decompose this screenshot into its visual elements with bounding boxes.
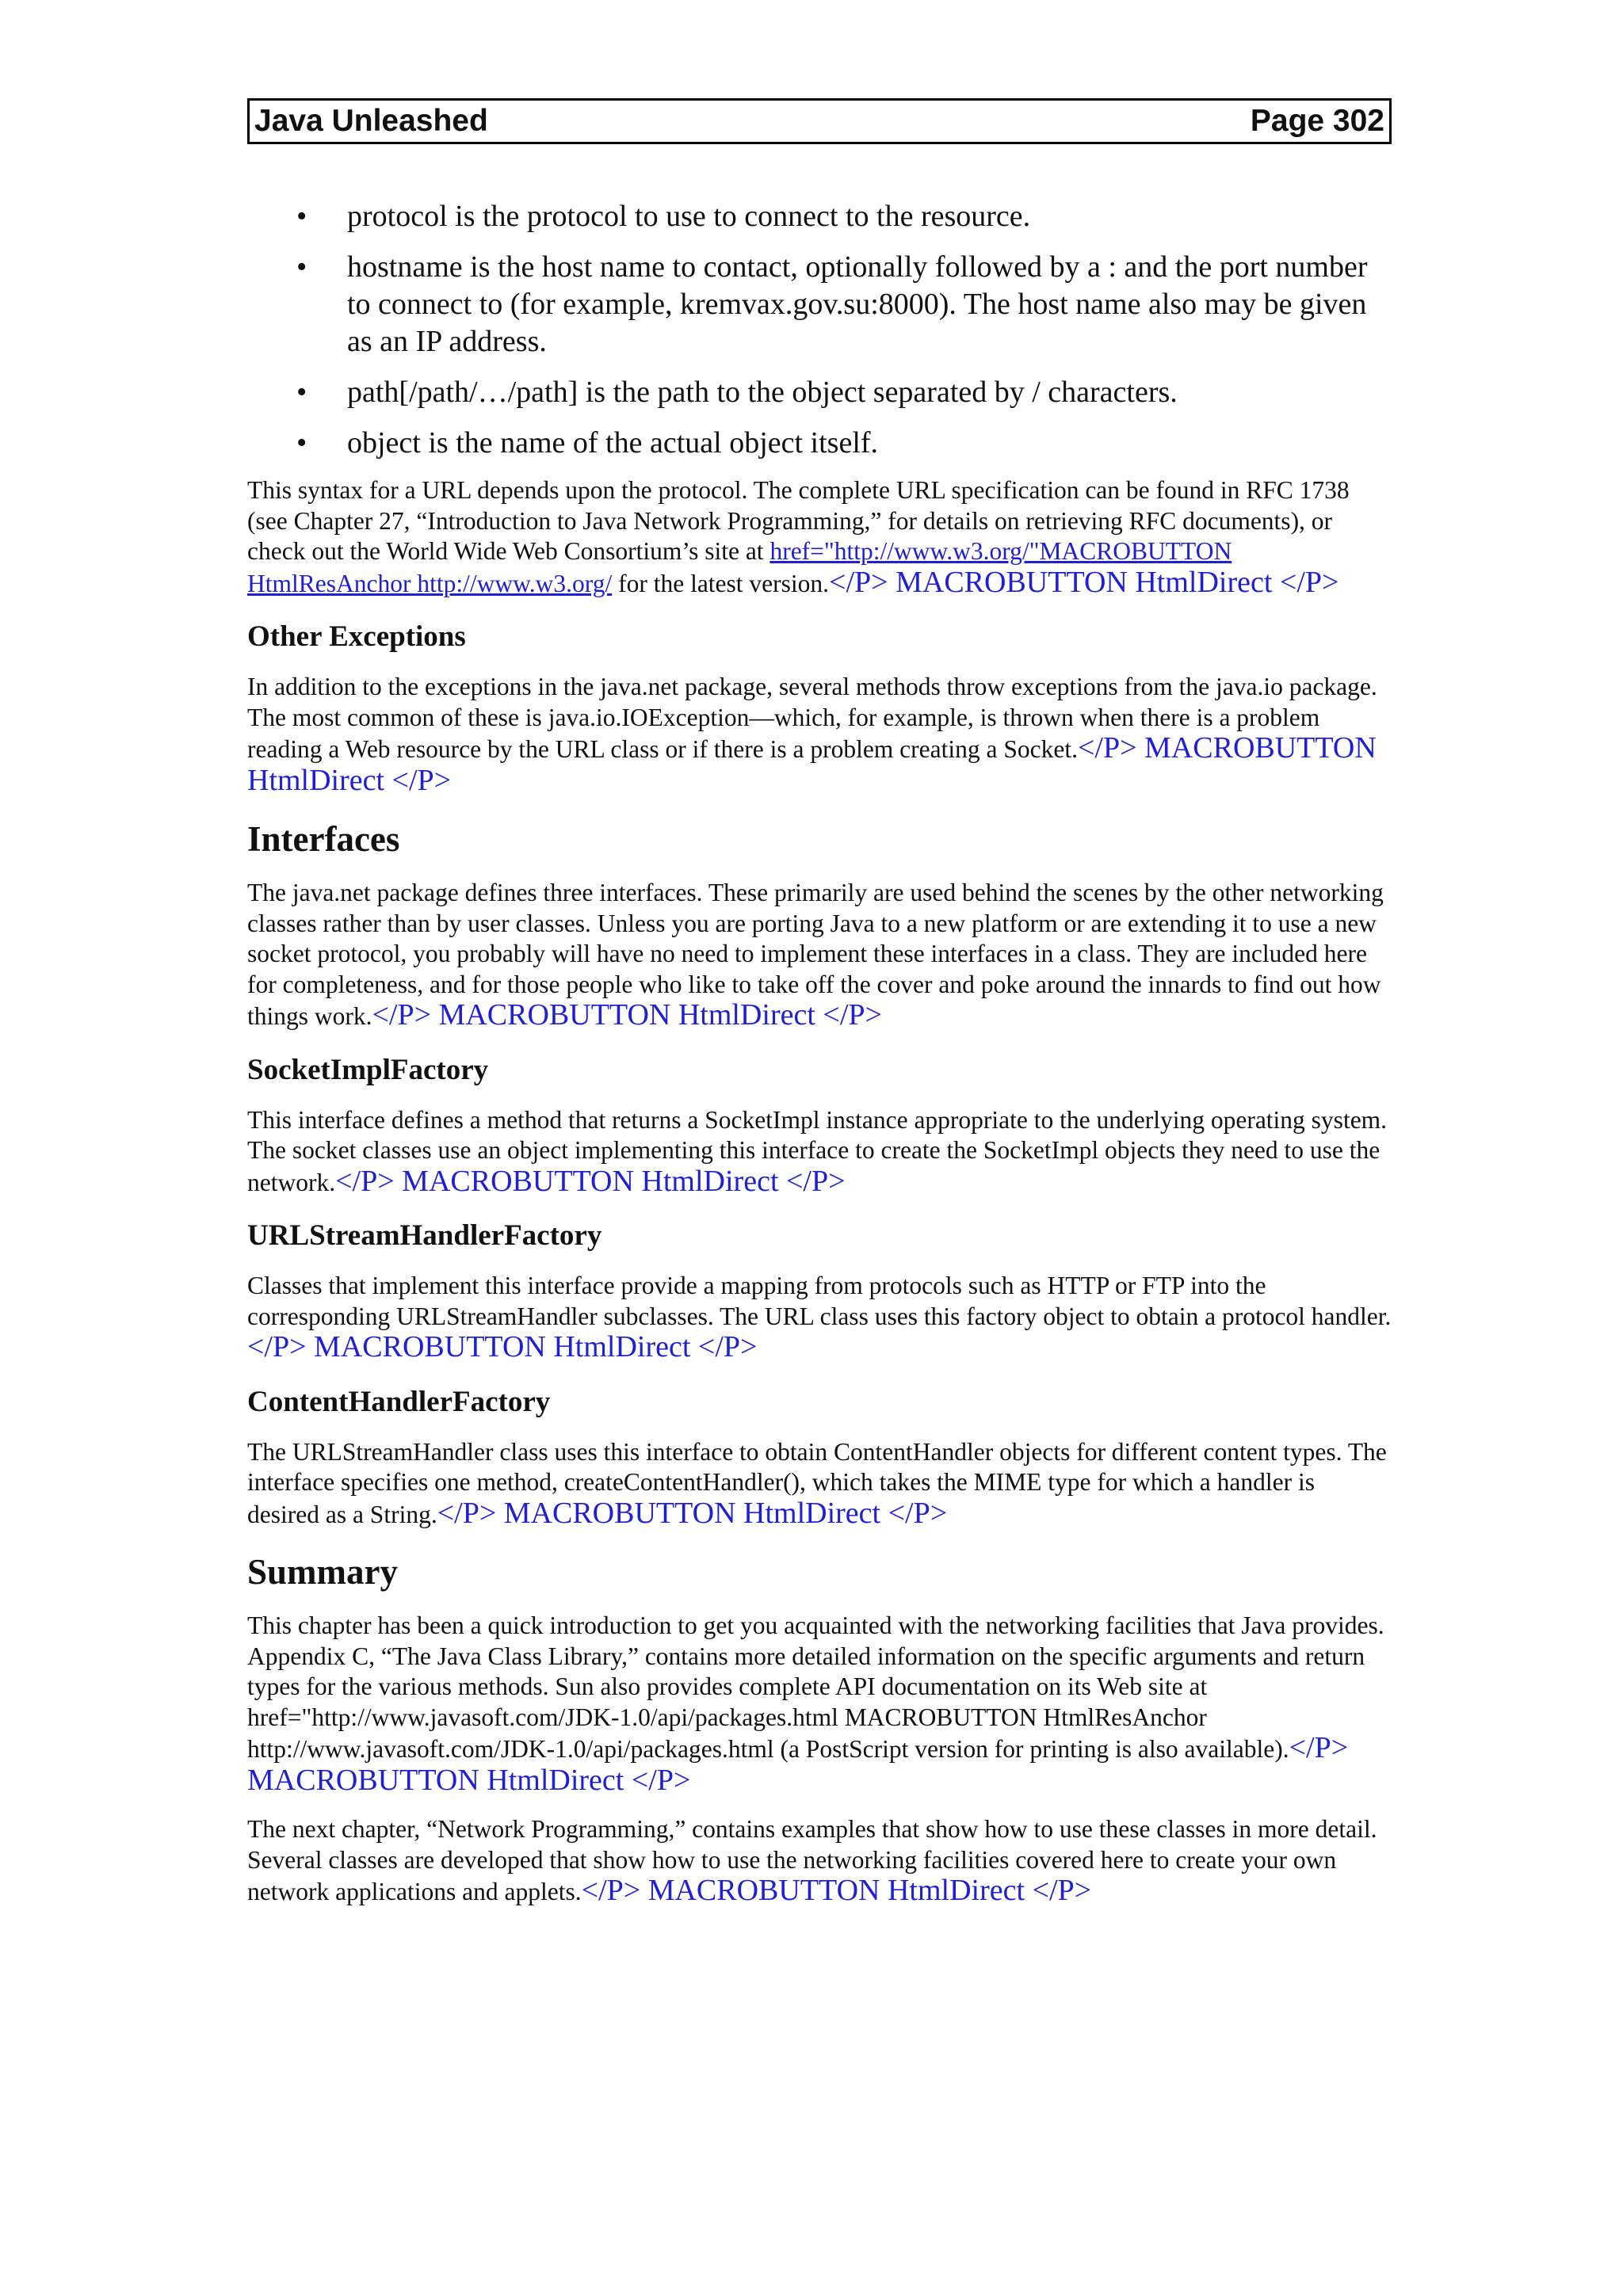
socketimplfactory-paragraph: This interface defines a method that returns a SocketImpl instance appropriate to the underlying operating system. The socket classes use an object implementing this interface to create the SocketImpl objects they need to use the network.</P> MACROBUTTON HtmlDirect </P> — [247, 1105, 1388, 1198]
list-item: • hostname is the host name to contact, optionally followed by a : and the port number to connect to (for example, kremvax.gov.su:8000). The host name also may be given as an IP address. — [296, 250, 1368, 358]
interfaces-heading: Interfaces — [247, 819, 400, 859]
bullet-icon: • — [296, 200, 307, 233]
next-chapter-paragraph: The next chapter, “Network Programming,” contains examples that show how to use these classes in more detail. Several classes are developed that show how to use the networking facilities covered here to create your own network applications and applets.</P> MACROBUTTON HtmlDirect </P> — [247, 1815, 1377, 1907]
socketimplfactory-heading: SocketImplFactory — [247, 1053, 489, 1086]
bullet-icon: • — [296, 426, 307, 460]
url-parts-list — [247, 198, 1392, 462]
w3-link[interactable]: href="http://www.w3.org/"MACROBUTTON HtmlResAnchor http://www.w3.org/ — [247, 537, 1232, 597]
bullet-icon: • — [296, 376, 307, 409]
bullet-icon: • — [296, 250, 307, 284]
macrobutton-link[interactable]: </P> MACROBUTTON HtmlDirect </P> — [247, 1330, 758, 1363]
summary-paragraph: This chapter has been a quick introduction to get you acquainted with the networking facilities that Java provides. Appendix C, “The Java Class Library,” contains more detailed information on the specific arguments and return types for the various methods. Sun also provides complete API documentation on its Web site at href="http://www.javasoft.com/JDK-1.0/api/packages.html MACROBUTTON HtmlResAnchor http://www.javasoft.com/JDK-1.0/api/packages.html (a PostScript version for printing is also available).</P> MACROBUTTON HtmlDirect </P> — [247, 1611, 1384, 1797]
contenthandlerfactory-heading: ContentHandlerFactory — [247, 1385, 551, 1418]
macrobutton-link[interactable]: </P> MACROBUTTON HtmlDirect </P> — [247, 731, 1377, 797]
page-number: Page 302 — [1250, 104, 1384, 138]
interfaces-paragraph: The java.net package defines three interfaces. These primarily are used behind the scenes by the other networking classes rather than by user classes. Unless you are porting Java to a new platform or are extending it to use a new socket protocol, you probably will have no need to implement these interfaces in a class. They are included here for completeness, and for those people who like to take off the cover and poke around the innards to find out how things work.</P> MACROBUTTON HtmlDirect </P> — [247, 879, 1384, 1032]
url-syntax-paragraph: This syntax for a URL depends upon the protocol. The complete URL specification can be found in RFC 1738 (see Chapter 27, “Introduction to Java Network Programming,” for details on retrieving RFC documents), or check out the World Wide Web Consortium’s site at href="http://www.w3.org/"MACROBUTTON HtmlResAnchor http://www.w3.org/ for the latest version.</P> MACROBUTTON HtmlDirect </P> — [247, 476, 1350, 599]
list-item: • object is the name of the actual object itself. — [247, 425, 1392, 462]
macrobutton-link[interactable]: </P> MACROBUTTON HtmlDirect </P> — [829, 565, 1339, 599]
list-item: • path[/path/…/path] is the path to the object separated by / characters. — [247, 374, 1392, 411]
book-title: Java Unleashed — [254, 104, 488, 138]
other-exceptions-paragraph: In addition to the exceptions in the java.net package, several methods throw exceptions from the java.io package. The most common of these is java.io.IOException—which, for example, is thrown when there is a problem reading a Web resource by the URL class or if there is a problem creating a Socket.</P> MACROBUTTON HtmlDirect </P> — [247, 673, 1377, 797]
urlstreamhandlerfactory-paragraph: Classes that implement this interface provide a mapping from protocols such as HTTP or FTP into the corresponding URLStreamHandler subclasses. The URL class uses this factory object to obtain a protocol handler.</P> MACROBUTTON HtmlDirect </P> — [247, 1272, 1392, 1363]
document-page — [247, 98, 1392, 1908]
macrobutton-link[interactable]: </P> MACROBUTTON HtmlDirect </P> — [437, 1496, 948, 1530]
other-exceptions-heading: Other Exceptions — [247, 620, 466, 653]
page-header — [247, 98, 1392, 144]
macrobutton-link[interactable]: </P> MACROBUTTON HtmlDirect </P> — [247, 1731, 1349, 1797]
urlstreamhandlerfactory-heading: URLStreamHandlerFactory — [247, 1219, 602, 1252]
macrobutton-link[interactable]: </P> MACROBUTTON HtmlDirect </P> — [581, 1874, 1092, 1907]
macrobutton-link[interactable]: </P> MACROBUTTON HtmlDirect </P> — [372, 998, 882, 1032]
contenthandlerfactory-paragraph: The URLStreamHandler class uses this interface to obtain ContentHandler objects for different content types. The interface specifies one method, createContentHandler(), which takes the MIME type for which a handler is desired as a String.</P> MACROBUTTON HtmlDirect </P> — [247, 1437, 1387, 1530]
macrobutton-link[interactable]: </P> MACROBUTTON HtmlDirect </P> — [335, 1164, 846, 1198]
list-item: • protocol is the protocol to use to connect to the resource. — [247, 198, 1392, 235]
summary-heading: Summary — [247, 1552, 398, 1592]
